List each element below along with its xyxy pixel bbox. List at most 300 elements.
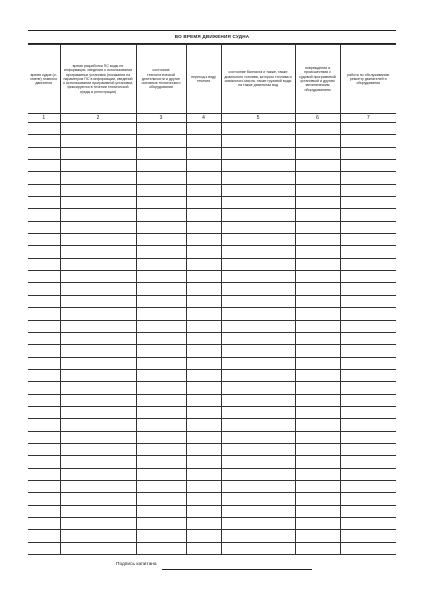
log-entry-cell[interactable] bbox=[295, 443, 340, 455]
log-entry-row bbox=[28, 530, 396, 542]
log-entry-cell[interactable] bbox=[340, 246, 396, 258]
log-entry-cell[interactable] bbox=[136, 308, 186, 320]
log-entry-cell[interactable] bbox=[221, 468, 295, 480]
column-number-1: 1 bbox=[28, 114, 60, 123]
log-entry-cell[interactable] bbox=[186, 443, 221, 455]
log-entry-cell[interactable] bbox=[221, 431, 295, 443]
log-entry-row bbox=[28, 123, 396, 135]
log-entry-cell[interactable] bbox=[60, 542, 136, 554]
log-entry-cell[interactable] bbox=[340, 123, 396, 135]
log-entry-cell[interactable] bbox=[186, 456, 221, 468]
log-entry-cell[interactable] bbox=[295, 394, 340, 406]
log-entry-cell[interactable] bbox=[136, 135, 186, 147]
log-entry-cell[interactable] bbox=[186, 295, 221, 307]
log-entry-cell[interactable] bbox=[186, 135, 221, 147]
log-entry-cell[interactable] bbox=[295, 456, 340, 468]
log-entry-cell[interactable] bbox=[60, 147, 136, 159]
log-entry-cell[interactable] bbox=[295, 345, 340, 357]
log-entry-cell[interactable] bbox=[221, 209, 295, 221]
log-entry-cell[interactable] bbox=[186, 234, 221, 246]
log-entry-cell[interactable] bbox=[136, 431, 186, 443]
log-entry-cell[interactable] bbox=[186, 320, 221, 332]
log-entry-row bbox=[28, 369, 396, 381]
log-entry-row bbox=[28, 197, 396, 209]
log-entry-cell[interactable] bbox=[28, 221, 60, 233]
log-entry-cell[interactable] bbox=[295, 271, 340, 283]
log-entry-cell[interactable] bbox=[295, 172, 340, 184]
column-number-5: 5 bbox=[221, 114, 295, 123]
log-entry-cell[interactable] bbox=[136, 394, 186, 406]
log-entry-cell[interactable] bbox=[28, 295, 60, 307]
log-entry-cell[interactable] bbox=[136, 419, 186, 431]
log-entry-cell[interactable] bbox=[186, 369, 221, 381]
log-entry-cell[interactable] bbox=[295, 258, 340, 270]
log-entry-cell[interactable] bbox=[28, 197, 60, 209]
log-entry-cell[interactable] bbox=[60, 283, 136, 295]
log-entry-cell[interactable] bbox=[136, 468, 186, 480]
log-entry-row bbox=[28, 493, 396, 505]
log-entry-cell[interactable] bbox=[340, 394, 396, 406]
log-entry-cell[interactable] bbox=[28, 147, 60, 159]
log-entry-cell[interactable] bbox=[136, 406, 186, 418]
log-entry-cell[interactable] bbox=[340, 518, 396, 530]
log-entry-row bbox=[28, 468, 396, 480]
log-entry-cell[interactable] bbox=[221, 197, 295, 209]
log-entry-cell[interactable] bbox=[60, 419, 136, 431]
log-entry-cell[interactable] bbox=[295, 135, 340, 147]
log-entry-cell[interactable] bbox=[295, 320, 340, 332]
signature-line[interactable] bbox=[162, 563, 312, 570]
log-entry-cell[interactable] bbox=[295, 123, 340, 135]
log-entry-row bbox=[28, 332, 396, 344]
log-entry-row bbox=[28, 320, 396, 332]
log-entry-row bbox=[28, 505, 396, 517]
log-entry-cell[interactable] bbox=[136, 221, 186, 233]
log-entry-row bbox=[28, 160, 396, 172]
log-entry-row bbox=[28, 209, 396, 221]
log-entry-cell[interactable] bbox=[136, 283, 186, 295]
log-entry-cell[interactable] bbox=[28, 394, 60, 406]
log-entry-row bbox=[28, 542, 396, 554]
column-header-6: повреждения и происшествия с судовой программной установкой и другим механическим оборудованием bbox=[295, 45, 340, 114]
log-entry-row bbox=[28, 419, 396, 431]
log-entry-cell[interactable] bbox=[340, 320, 396, 332]
log-entry-cell[interactable] bbox=[186, 406, 221, 418]
log-entry-cell[interactable] bbox=[340, 443, 396, 455]
log-entry-cell[interactable] bbox=[28, 332, 60, 344]
log-entry-cell[interactable] bbox=[136, 332, 186, 344]
log-entry-cell[interactable] bbox=[295, 480, 340, 492]
log-entry-cell[interactable] bbox=[28, 480, 60, 492]
log-entry-cell[interactable] bbox=[221, 160, 295, 172]
log-entry-cell[interactable] bbox=[340, 468, 396, 480]
log-entry-cell[interactable] bbox=[295, 419, 340, 431]
log-entry-cell[interactable] bbox=[186, 283, 221, 295]
log-entry-cell[interactable] bbox=[60, 258, 136, 270]
log-entry-cell[interactable] bbox=[186, 308, 221, 320]
log-entry-cell[interactable] bbox=[60, 160, 136, 172]
log-entry-cell[interactable] bbox=[28, 308, 60, 320]
log-entry-cell[interactable] bbox=[221, 394, 295, 406]
log-entry-cell[interactable] bbox=[136, 295, 186, 307]
log-entry-cell[interactable] bbox=[60, 493, 136, 505]
log-entry-cell[interactable] bbox=[28, 271, 60, 283]
log-entry-cell[interactable] bbox=[28, 184, 60, 196]
column-number-7: 7 bbox=[340, 114, 396, 123]
log-entry-cell[interactable] bbox=[295, 493, 340, 505]
log-entry-cell[interactable] bbox=[340, 530, 396, 542]
log-entry-cell[interactable] bbox=[136, 147, 186, 159]
log-entry-cell[interactable] bbox=[295, 160, 340, 172]
log-entry-cell[interactable] bbox=[340, 345, 396, 357]
log-entry-cell[interactable] bbox=[221, 258, 295, 270]
column-header-3: состояние технологической деятельности и другие основные технического оборудования bbox=[136, 45, 186, 114]
log-entry-cell[interactable] bbox=[295, 518, 340, 530]
log-entry-cell[interactable] bbox=[28, 431, 60, 443]
form-banner: ВО ВРЕМЯ ДВИЖЕНИЯ СУДНА bbox=[28, 30, 396, 44]
log-entry-cell[interactable] bbox=[186, 172, 221, 184]
log-entry-cell[interactable] bbox=[295, 406, 340, 418]
column-number-4: 4 bbox=[186, 114, 221, 123]
column-header-4: переход к воду течения bbox=[186, 45, 221, 114]
log-entry-cell[interactable] bbox=[295, 468, 340, 480]
log-entry-cell[interactable] bbox=[136, 518, 186, 530]
log-entry-cell[interactable] bbox=[60, 357, 136, 369]
log-entry-row bbox=[28, 357, 396, 369]
log-entry-cell[interactable] bbox=[60, 209, 136, 221]
log-entry-cell[interactable] bbox=[28, 369, 60, 381]
log-entry-cell[interactable] bbox=[28, 542, 60, 554]
log-entry-cell[interactable] bbox=[295, 369, 340, 381]
log-table bbox=[28, 44, 396, 555]
log-entry-cell[interactable] bbox=[60, 530, 136, 542]
log-entry-cell[interactable] bbox=[295, 542, 340, 554]
log-entry-cell[interactable] bbox=[221, 295, 295, 307]
log-entry-cell[interactable] bbox=[186, 542, 221, 554]
log-entry-cell[interactable] bbox=[340, 283, 396, 295]
log-entry-cell[interactable] bbox=[186, 184, 221, 196]
log-entry-row bbox=[28, 184, 396, 196]
log-entry-cell[interactable] bbox=[186, 357, 221, 369]
log-entry-cell[interactable] bbox=[60, 135, 136, 147]
log-entry-cell[interactable] bbox=[186, 147, 221, 159]
log-entry-cell[interactable] bbox=[340, 258, 396, 270]
log-entry-cell[interactable] bbox=[295, 221, 340, 233]
log-entry-cell[interactable] bbox=[295, 147, 340, 159]
log-entry-cell[interactable] bbox=[340, 382, 396, 394]
log-entry-cell[interactable] bbox=[186, 209, 221, 221]
log-entry-cell[interactable] bbox=[186, 530, 221, 542]
log-entry-cell[interactable] bbox=[295, 382, 340, 394]
column-number-3: 3 bbox=[136, 114, 186, 123]
log-entry-cell[interactable] bbox=[295, 283, 340, 295]
log-entry-cell[interactable] bbox=[340, 160, 396, 172]
log-entry-cell[interactable] bbox=[28, 382, 60, 394]
log-entry-cell[interactable] bbox=[340, 357, 396, 369]
log-entry-cell[interactable] bbox=[28, 493, 60, 505]
log-entry-cell[interactable] bbox=[340, 431, 396, 443]
log-entry-cell[interactable] bbox=[221, 518, 295, 530]
log-entry-cell[interactable] bbox=[60, 394, 136, 406]
log-entry-cell[interactable] bbox=[60, 184, 136, 196]
log-entry-cell[interactable] bbox=[136, 197, 186, 209]
log-entry-cell[interactable] bbox=[221, 271, 295, 283]
log-entry-cell[interactable] bbox=[295, 308, 340, 320]
log-entry-cell[interactable] bbox=[28, 135, 60, 147]
log-entry-cell[interactable] bbox=[28, 505, 60, 517]
log-entry-cell[interactable] bbox=[340, 542, 396, 554]
log-entry-cell[interactable] bbox=[221, 246, 295, 258]
log-entry-cell[interactable] bbox=[60, 468, 136, 480]
log-entry-cell[interactable] bbox=[340, 456, 396, 468]
log-entry-row bbox=[28, 394, 396, 406]
log-entry-cell[interactable] bbox=[340, 295, 396, 307]
log-entry-cell[interactable] bbox=[221, 320, 295, 332]
column-header-2: время разработки ПС воды не информации, сведения о использовании программных установок (показания на параметров ПС в информации, сведений о использовании программной установки, фиксируются в течении технической среды в регистрации) bbox=[60, 45, 136, 114]
log-entry-cell[interactable] bbox=[340, 147, 396, 159]
log-entry-row bbox=[28, 147, 396, 159]
log-entry-cell[interactable] bbox=[186, 332, 221, 344]
log-entry-cell[interactable] bbox=[186, 197, 221, 209]
log-entry-cell[interactable] bbox=[221, 419, 295, 431]
column-number-6: 6 bbox=[295, 114, 340, 123]
log-entry-row bbox=[28, 308, 396, 320]
log-entry-cell[interactable] bbox=[340, 221, 396, 233]
log-entry-cell[interactable] bbox=[60, 518, 136, 530]
log-entry-row bbox=[28, 518, 396, 530]
log-entry-cell[interactable] bbox=[60, 332, 136, 344]
log-entry-cell[interactable] bbox=[136, 443, 186, 455]
log-entry-cell[interactable] bbox=[340, 419, 396, 431]
log-entry-cell[interactable] bbox=[28, 234, 60, 246]
log-entry-cell[interactable] bbox=[221, 480, 295, 492]
log-entry-cell[interactable] bbox=[186, 505, 221, 517]
log-entry-cell[interactable] bbox=[221, 332, 295, 344]
column-header-row bbox=[28, 45, 396, 114]
log-entry-cell[interactable] bbox=[136, 172, 186, 184]
log-entry-cell[interactable] bbox=[340, 332, 396, 344]
log-entry-cell[interactable] bbox=[221, 443, 295, 455]
log-entry-cell[interactable] bbox=[186, 493, 221, 505]
captain-signature bbox=[116, 560, 326, 570]
log-entry-cell[interactable] bbox=[60, 406, 136, 418]
log-entry-cell[interactable] bbox=[60, 295, 136, 307]
log-entry-cell[interactable] bbox=[136, 345, 186, 357]
log-entry-row bbox=[28, 480, 396, 492]
log-entry-cell[interactable] bbox=[60, 271, 136, 283]
log-entry-cell[interactable] bbox=[340, 209, 396, 221]
log-entry-cell[interactable] bbox=[340, 271, 396, 283]
log-entry-cell[interactable] bbox=[136, 234, 186, 246]
column-header-7: работа по обслуживанию ремонту двигателей и оборудования bbox=[340, 45, 396, 114]
log-entry-cell[interactable] bbox=[136, 493, 186, 505]
log-entry-cell[interactable] bbox=[136, 246, 186, 258]
log-entry-cell[interactable] bbox=[186, 431, 221, 443]
log-entry-cell[interactable] bbox=[295, 246, 340, 258]
log-entry-cell[interactable] bbox=[186, 468, 221, 480]
log-entry-row bbox=[28, 135, 396, 147]
log-entry-cell[interactable] bbox=[28, 345, 60, 357]
log-entry-cell[interactable] bbox=[221, 147, 295, 159]
log-entry-cell[interactable] bbox=[28, 320, 60, 332]
log-entry-row bbox=[28, 406, 396, 418]
log-entry-cell[interactable] bbox=[340, 369, 396, 381]
log-entry-cell[interactable] bbox=[60, 345, 136, 357]
log-entry-cell[interactable] bbox=[28, 283, 60, 295]
log-entry-cell[interactable] bbox=[136, 271, 186, 283]
log-entry-cell[interactable] bbox=[28, 406, 60, 418]
log-entry-cell[interactable] bbox=[221, 123, 295, 135]
log-entry-cell[interactable] bbox=[186, 419, 221, 431]
log-entry-cell[interactable] bbox=[136, 382, 186, 394]
log-entry-cell[interactable] bbox=[186, 394, 221, 406]
log-entry-cell[interactable] bbox=[221, 357, 295, 369]
column-number-row bbox=[28, 114, 396, 123]
log-entry-cell[interactable] bbox=[221, 406, 295, 418]
log-entry-cell[interactable] bbox=[221, 369, 295, 381]
log-entry-cell[interactable] bbox=[28, 419, 60, 431]
log-entry-cell[interactable] bbox=[136, 530, 186, 542]
log-entry-cell[interactable] bbox=[186, 221, 221, 233]
log-entry-cell[interactable] bbox=[221, 542, 295, 554]
log-entry-cell[interactable] bbox=[60, 505, 136, 517]
log-entry-cell[interactable] bbox=[340, 135, 396, 147]
log-entry-cell[interactable] bbox=[295, 209, 340, 221]
log-entry-cell[interactable] bbox=[340, 480, 396, 492]
log-entry-cell[interactable] bbox=[295, 295, 340, 307]
log-entry-cell[interactable] bbox=[340, 172, 396, 184]
log-entry-cell[interactable] bbox=[136, 160, 186, 172]
log-entry-cell[interactable] bbox=[28, 530, 60, 542]
log-entry-cell[interactable] bbox=[340, 184, 396, 196]
log-entry-cell[interactable] bbox=[295, 431, 340, 443]
log-entry-cell[interactable] bbox=[136, 369, 186, 381]
log-entry-cell[interactable] bbox=[221, 345, 295, 357]
log-entry-cell[interactable] bbox=[186, 480, 221, 492]
log-entry-row bbox=[28, 382, 396, 394]
log-entry-cell[interactable] bbox=[340, 406, 396, 418]
log-entry-cell[interactable] bbox=[60, 369, 136, 381]
log-entry-row bbox=[28, 345, 396, 357]
log-entry-cell[interactable] bbox=[295, 530, 340, 542]
log-entry-cell[interactable] bbox=[221, 172, 295, 184]
log-entry-cell[interactable] bbox=[136, 542, 186, 554]
log-entry-row bbox=[28, 443, 396, 455]
log-entry-cell[interactable] bbox=[60, 320, 136, 332]
log-entry-cell[interactable] bbox=[136, 184, 186, 196]
log-entry-cell[interactable] bbox=[60, 382, 136, 394]
log-entry-cell[interactable] bbox=[295, 234, 340, 246]
log-entry-cell[interactable] bbox=[340, 505, 396, 517]
log-entry-cell[interactable] bbox=[60, 456, 136, 468]
log-entry-cell[interactable] bbox=[60, 443, 136, 455]
log-entry-cell[interactable] bbox=[136, 480, 186, 492]
log-entry-cell[interactable] bbox=[186, 271, 221, 283]
log-entry-cell[interactable] bbox=[186, 345, 221, 357]
log-entry-cell[interactable] bbox=[28, 246, 60, 258]
log-entry-cell[interactable] bbox=[186, 382, 221, 394]
log-entry-cell[interactable] bbox=[186, 518, 221, 530]
log-entry-cell[interactable] bbox=[136, 123, 186, 135]
log-entry-row bbox=[28, 258, 396, 270]
log-entry-row bbox=[28, 431, 396, 443]
log-entry-cell[interactable] bbox=[295, 184, 340, 196]
log-entry-cell[interactable] bbox=[340, 234, 396, 246]
log-entry-cell[interactable] bbox=[186, 160, 221, 172]
log-entry-cell[interactable] bbox=[186, 258, 221, 270]
log-entry-cell[interactable] bbox=[60, 221, 136, 233]
log-entry-cell[interactable] bbox=[295, 357, 340, 369]
log-entry-cell[interactable] bbox=[28, 518, 60, 530]
log-entry-row bbox=[28, 295, 396, 307]
log-entry-cell[interactable] bbox=[340, 493, 396, 505]
log-entry-cell[interactable] bbox=[221, 184, 295, 196]
log-entry-cell[interactable] bbox=[28, 357, 60, 369]
log-entry-row bbox=[28, 283, 396, 295]
log-entry-cell[interactable] bbox=[136, 357, 186, 369]
log-entry-cell[interactable] bbox=[60, 123, 136, 135]
log-entry-cell[interactable] bbox=[28, 443, 60, 455]
log-entry-cell[interactable] bbox=[28, 456, 60, 468]
log-entry-cell[interactable] bbox=[136, 456, 186, 468]
log-entry-cell[interactable] bbox=[221, 135, 295, 147]
logbook-sheet bbox=[28, 30, 396, 555]
log-entry-cell[interactable] bbox=[221, 456, 295, 468]
signature-label: Подпись капитана bbox=[116, 562, 157, 567]
log-entry-cell[interactable] bbox=[221, 382, 295, 394]
log-entry-cell[interactable] bbox=[136, 258, 186, 270]
log-entry-row bbox=[28, 234, 396, 246]
log-entry-cell[interactable] bbox=[221, 283, 295, 295]
log-entry-cell[interactable] bbox=[60, 234, 136, 246]
log-entry-cell[interactable] bbox=[221, 234, 295, 246]
log-entry-cell[interactable] bbox=[221, 221, 295, 233]
log-entry-cell[interactable] bbox=[28, 172, 60, 184]
log-entry-cell[interactable] bbox=[60, 197, 136, 209]
log-entry-cell[interactable] bbox=[295, 332, 340, 344]
log-entry-cell[interactable] bbox=[186, 123, 221, 135]
log-entry-row bbox=[28, 246, 396, 258]
log-entry-cell[interactable] bbox=[60, 308, 136, 320]
log-entry-cell[interactable] bbox=[136, 505, 186, 517]
log-entry-cell[interactable] bbox=[295, 197, 340, 209]
log-entry-cell[interactable] bbox=[28, 258, 60, 270]
log-entry-cell[interactable] bbox=[28, 160, 60, 172]
log-entry-cell[interactable] bbox=[186, 246, 221, 258]
column-header-5: состояние балласта и также, также дизельного топлива, которого топлива и смазочного масла, также грузовой воды на также дизельная вод bbox=[221, 45, 295, 114]
log-entry-cell[interactable] bbox=[28, 209, 60, 221]
log-entry-row bbox=[28, 456, 396, 468]
log-entry-cell[interactable] bbox=[60, 172, 136, 184]
log-entry-cell[interactable] bbox=[136, 209, 186, 221]
log-entry-cell[interactable] bbox=[60, 246, 136, 258]
log-entry-cell[interactable] bbox=[136, 320, 186, 332]
log-entry-cell[interactable] bbox=[221, 505, 295, 517]
column-header-1: время судов (о-смене) главного двигателя bbox=[28, 45, 60, 114]
log-entry-cell[interactable] bbox=[295, 505, 340, 517]
log-entry-cell[interactable] bbox=[221, 308, 295, 320]
column-number-2: 2 bbox=[60, 114, 136, 123]
log-entry-cell[interactable] bbox=[60, 431, 136, 443]
log-entry-cell[interactable] bbox=[221, 530, 295, 542]
log-entry-cell[interactable] bbox=[340, 308, 396, 320]
log-entry-cell[interactable] bbox=[28, 468, 60, 480]
log-entry-cell[interactable] bbox=[28, 123, 60, 135]
log-entry-cell[interactable] bbox=[221, 493, 295, 505]
log-entry-row bbox=[28, 172, 396, 184]
log-entry-cell[interactable] bbox=[340, 197, 396, 209]
log-entry-cell[interactable] bbox=[60, 480, 136, 492]
